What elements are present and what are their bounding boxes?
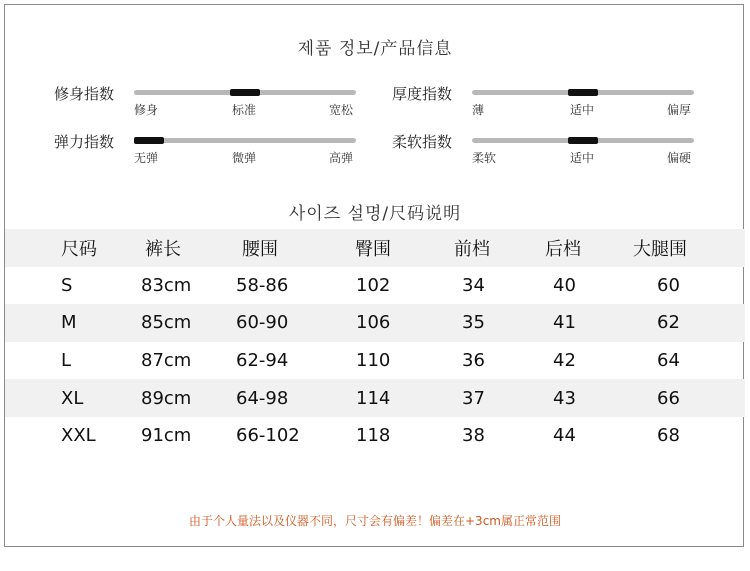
elasticity-index-tick-1: 微弹 [232, 151, 257, 165]
cell-hip: 110 [356, 350, 391, 372]
thickness-index-tick-2: 偏厚 [667, 103, 692, 117]
cell-back-rise: 43 [553, 387, 576, 409]
cell-length: 87cm [141, 350, 192, 372]
softness-index [392, 131, 712, 171]
softness-index-marker [568, 137, 598, 144]
header-waist: 腰围 [242, 238, 278, 260]
cell-size: M [61, 312, 77, 334]
elasticity-index [54, 131, 374, 171]
thickness-index-marker [568, 89, 598, 96]
fit-index-tick-2: 宽松 [329, 103, 354, 117]
table-row [5, 417, 745, 455]
thickness-index-label: 厚度指数 [392, 85, 453, 103]
softness-index-tick-1: 适中 [570, 151, 595, 165]
elasticity-index-marker [134, 137, 164, 144]
header-size: 尺码 [61, 238, 97, 260]
softness-index-label: 柔软指数 [392, 133, 453, 151]
size-table [5, 229, 745, 455]
cell-size: XXL [61, 425, 96, 447]
cell-back-rise: 41 [553, 312, 576, 334]
cell-front-rise: 35 [462, 312, 485, 334]
elasticity-index-tick-0: 无弹 [134, 151, 159, 165]
cell-hip: 114 [356, 387, 391, 409]
header-thigh: 大腿围 [633, 238, 687, 260]
size-guide-title: 사이즈 설명/尺码说明 [288, 204, 462, 224]
table-header-row [5, 229, 745, 267]
table-row [5, 342, 745, 380]
cell-back-rise: 44 [553, 425, 576, 447]
thickness-index-tick-1: 适中 [570, 103, 595, 117]
elasticity-index-tick-2: 高弹 [329, 151, 354, 165]
cell-back-rise: 42 [553, 350, 576, 372]
softness-index-tick-0: 柔软 [472, 151, 497, 165]
cell-waist: 64-98 [236, 387, 289, 409]
cell-front-rise: 34 [462, 274, 485, 296]
header-back-rise: 后档 [545, 238, 581, 260]
header-hip: 臀围 [355, 238, 391, 260]
cell-waist: 60-90 [236, 312, 289, 334]
cell-waist: 62-94 [236, 350, 289, 372]
header-length: 裤长 [145, 238, 181, 260]
cell-size: XL [61, 387, 84, 409]
fit-index [54, 83, 374, 123]
cell-front-rise: 36 [462, 350, 485, 372]
cell-hip: 118 [356, 425, 391, 447]
cell-waist: 58-86 [236, 274, 289, 296]
cell-thigh: 60 [657, 274, 680, 296]
cell-front-rise: 37 [462, 387, 485, 409]
thickness-index [392, 83, 712, 123]
cell-size: L [61, 350, 72, 372]
table-row [5, 304, 745, 342]
softness-index-tick-2: 偏硬 [667, 151, 692, 165]
cell-front-rise: 38 [462, 425, 485, 447]
fit-index-tick-1: 标准 [232, 103, 257, 117]
cell-length: 91cm [141, 425, 192, 447]
cell-thigh: 66 [657, 387, 680, 409]
cell-thigh: 68 [657, 425, 680, 447]
table-row [5, 267, 745, 305]
cell-size: S [61, 274, 73, 296]
cell-length: 85cm [141, 312, 192, 334]
cell-waist: 66-102 [236, 425, 300, 447]
cell-thigh: 64 [657, 350, 680, 372]
cell-thigh: 62 [657, 312, 680, 334]
thickness-index-tick-0: 薄 [472, 103, 485, 117]
cell-hip: 102 [356, 274, 391, 296]
measurement-note: 由于个人量法以及仪器不同，尺寸会有偏差！偏差在+3cm属正常范围 [189, 514, 561, 528]
table-row [5, 379, 745, 417]
fit-index-marker [230, 89, 260, 96]
cell-back-rise: 40 [553, 274, 576, 296]
cell-hip: 106 [356, 312, 391, 334]
product-info-title: 제품 정보/产品信息 [297, 39, 453, 59]
fit-index-tick-0: 修身 [134, 103, 159, 117]
elasticity-index-label: 弹力指数 [54, 133, 115, 151]
header-front-rise: 前档 [454, 238, 490, 260]
fit-index-label: 修身指数 [54, 85, 115, 103]
cell-length: 89cm [141, 387, 192, 409]
cell-length: 83cm [141, 274, 192, 296]
elasticity-index-track [134, 138, 356, 143]
